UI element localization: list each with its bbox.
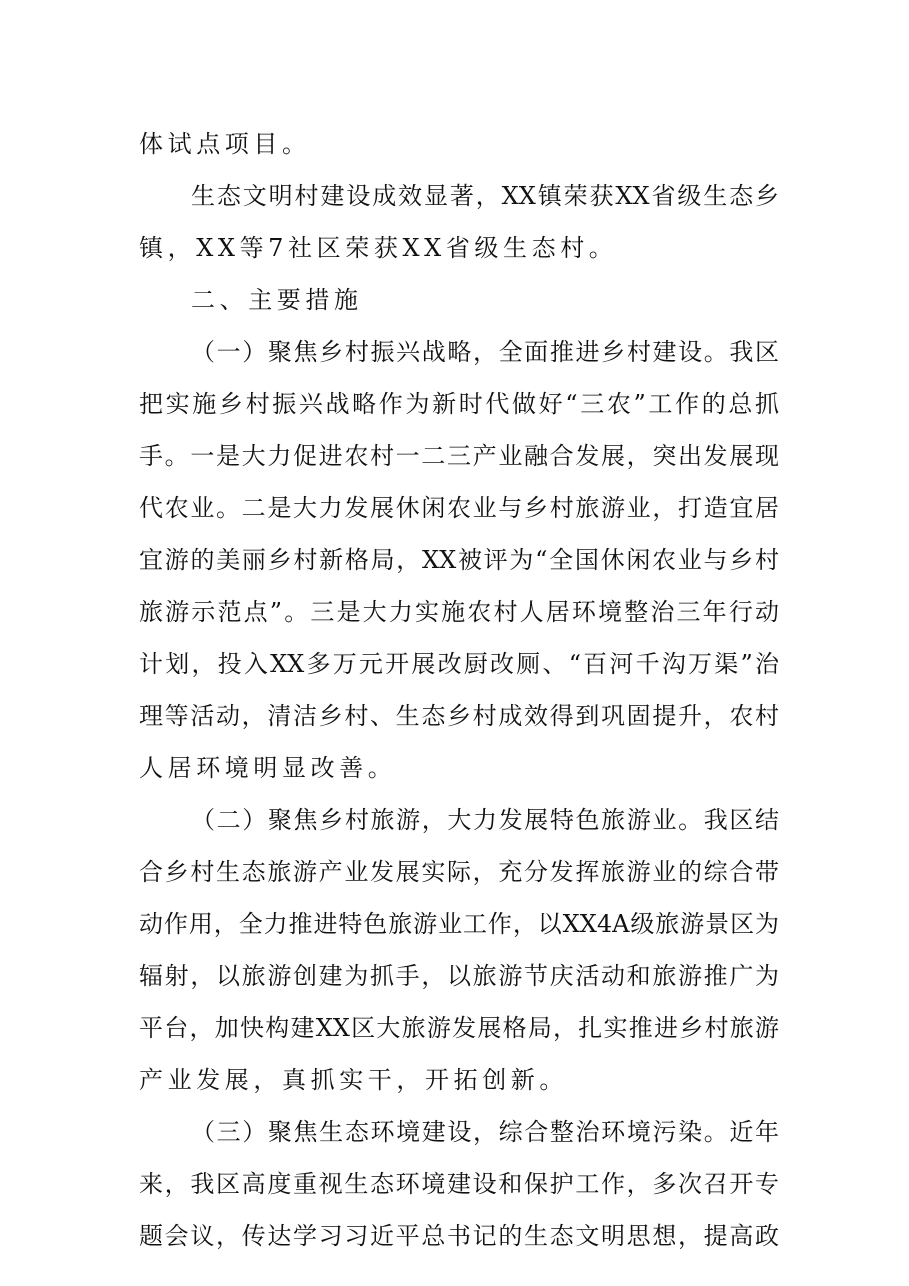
text-line: 题会议，传达学习习近平总书记的生态文明思想，提高政 (139, 1222, 779, 1250)
text-line: 体试点项目。 (139, 130, 311, 158)
text-line: 旅游示范点”。三是大力实施农村人居环境整治三年行动 (139, 598, 779, 626)
text-line: 把实施乡村振兴战略作为新时代做好“三农”工作的总抓 (139, 390, 779, 418)
text-line: 来，我区高度重视生态环境建设和保护工作，多次召开专 (139, 1170, 779, 1198)
text-line: 合乡村生态旅游产业发展实际，充分发挥旅游业的综合带 (139, 858, 779, 886)
text-line: 动作用，全力推进特色旅游业工作，以XX4A级旅游景区为 (139, 910, 779, 938)
section-heading: 二、主要措施 (191, 286, 363, 314)
text-line: （一）聚焦乡村振兴战略，全面推进乡村建设。我区 (191, 338, 779, 366)
text-line: 生态文明村建设成效显著，XX镇荣获XX省级生态乡 (191, 182, 779, 210)
text-line: 辐射，以旅游创建为抓手，以旅游节庆活动和旅游推广为 (139, 962, 779, 990)
text-line: 手。一是大力促进农村一二三产业融合发展，突出发展现 (139, 442, 779, 470)
text-line: 镇，XX等7社区荣获XX省级生态村。 (139, 234, 618, 262)
text-line: （二）聚焦乡村旅游，大力发展特色旅游业。我区结 (191, 806, 779, 834)
text-line: 人居环境明显改善。 (139, 754, 397, 782)
text-line: 平台，加快构建XX区大旅游发展格局，扎实推进乡村旅游 (139, 1014, 779, 1042)
text-line: 产业发展，真抓实干，开拓创新。 (139, 1066, 568, 1094)
text-line: 代农业。二是大力发展休闲农业与乡村旅游业，打造宜居 (139, 494, 779, 522)
text-line: （三）聚焦生态环境建设，综合整治环境污染。近年 (191, 1118, 779, 1146)
text-line: 宜游的美丽乡村新格局，XX被评为“全国休闲农业与乡村 (139, 546, 779, 574)
text-line: 计划，投入XX多万元开展改厨改厕、“百河千沟万渠”治 (139, 650, 779, 678)
text-line: 理等活动，清洁乡村、生态乡村成效得到巩固提升，农村 (139, 702, 779, 730)
